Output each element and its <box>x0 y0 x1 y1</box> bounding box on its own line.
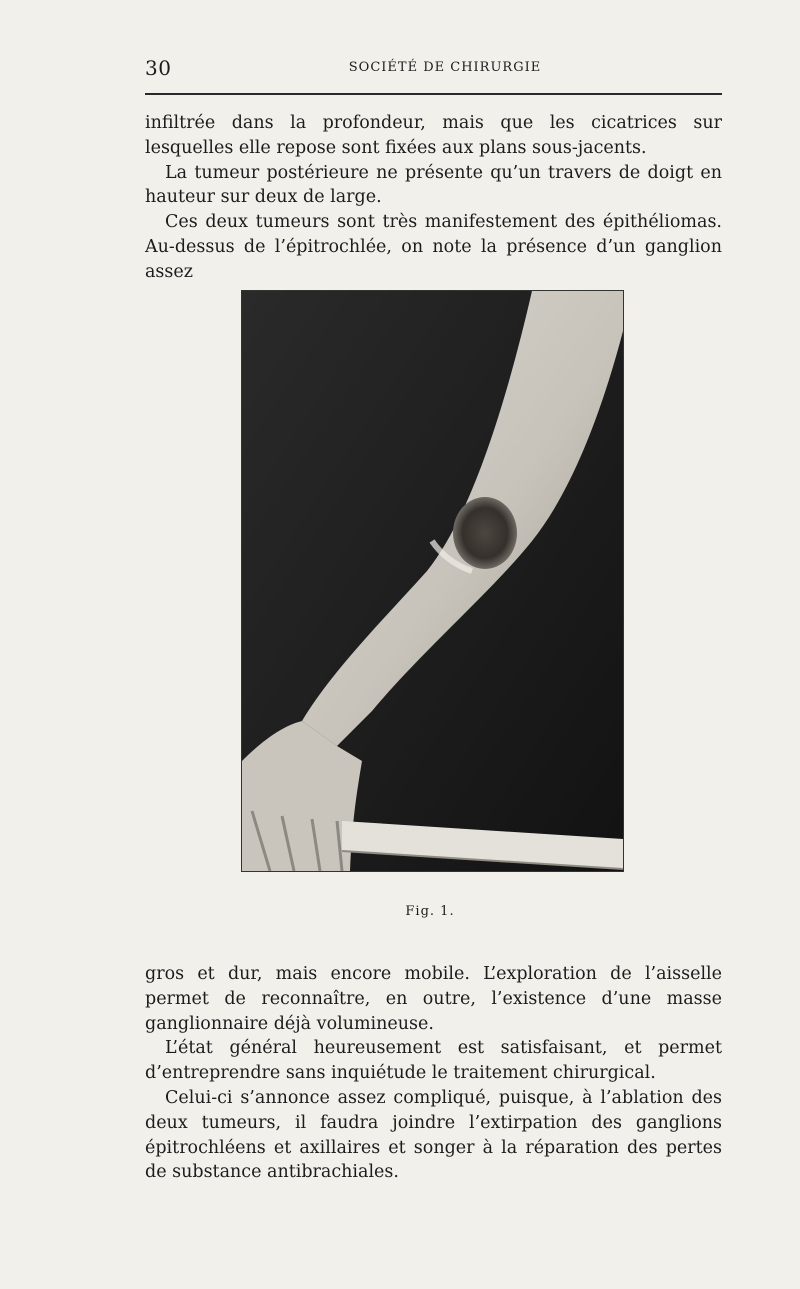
paragraph: L’état général heureusement est satisfaisant, et permet d’entreprendre sans inquiétude le traitement chirurgical. <box>145 1038 722 1084</box>
paragraph: gros et dur, mais encore mobile. L’exploration de l’aisselle permet de reconnaître, en outre, l’existence d’une masse ganglionnaire déjà volumineuse. <box>145 964 722 1034</box>
text-block-bottom <box>145 962 722 1185</box>
figure-photograph <box>241 290 624 872</box>
running-title: SOCIÉTÉ DE CHIRURGIE <box>348 60 542 75</box>
figure-caption: Fig. 1. <box>405 904 455 919</box>
paragraph: Ces deux tumeurs sont très manifestement des épithéliomas. Au-dessus de l’épitrochlée, on note la présence d’un ganglion assez <box>145 212 722 282</box>
paragraph: Celui-ci s’annonce assez compliqué, puisque, à l’ablation des deux tumeurs, il faudra joindre l’extirpation des ganglions épitrochléens et axillaires et songer à la réparation des pertes de substance antibrachiales. <box>145 1087 722 1183</box>
header-rule <box>145 93 722 95</box>
paragraph: La tumeur postérieure ne présente qu’un travers de doigt en hauteur sur deux de large. <box>145 162 722 208</box>
text-block-top <box>145 111 722 285</box>
page-number: 30 <box>145 56 172 80</box>
forearm-photo-icon <box>242 291 623 871</box>
paragraph: infiltrée dans la profondeur, mais que les cicatrices sur lesquelles elle repose sont fixées aux plans sous-jacents. <box>145 113 722 158</box>
